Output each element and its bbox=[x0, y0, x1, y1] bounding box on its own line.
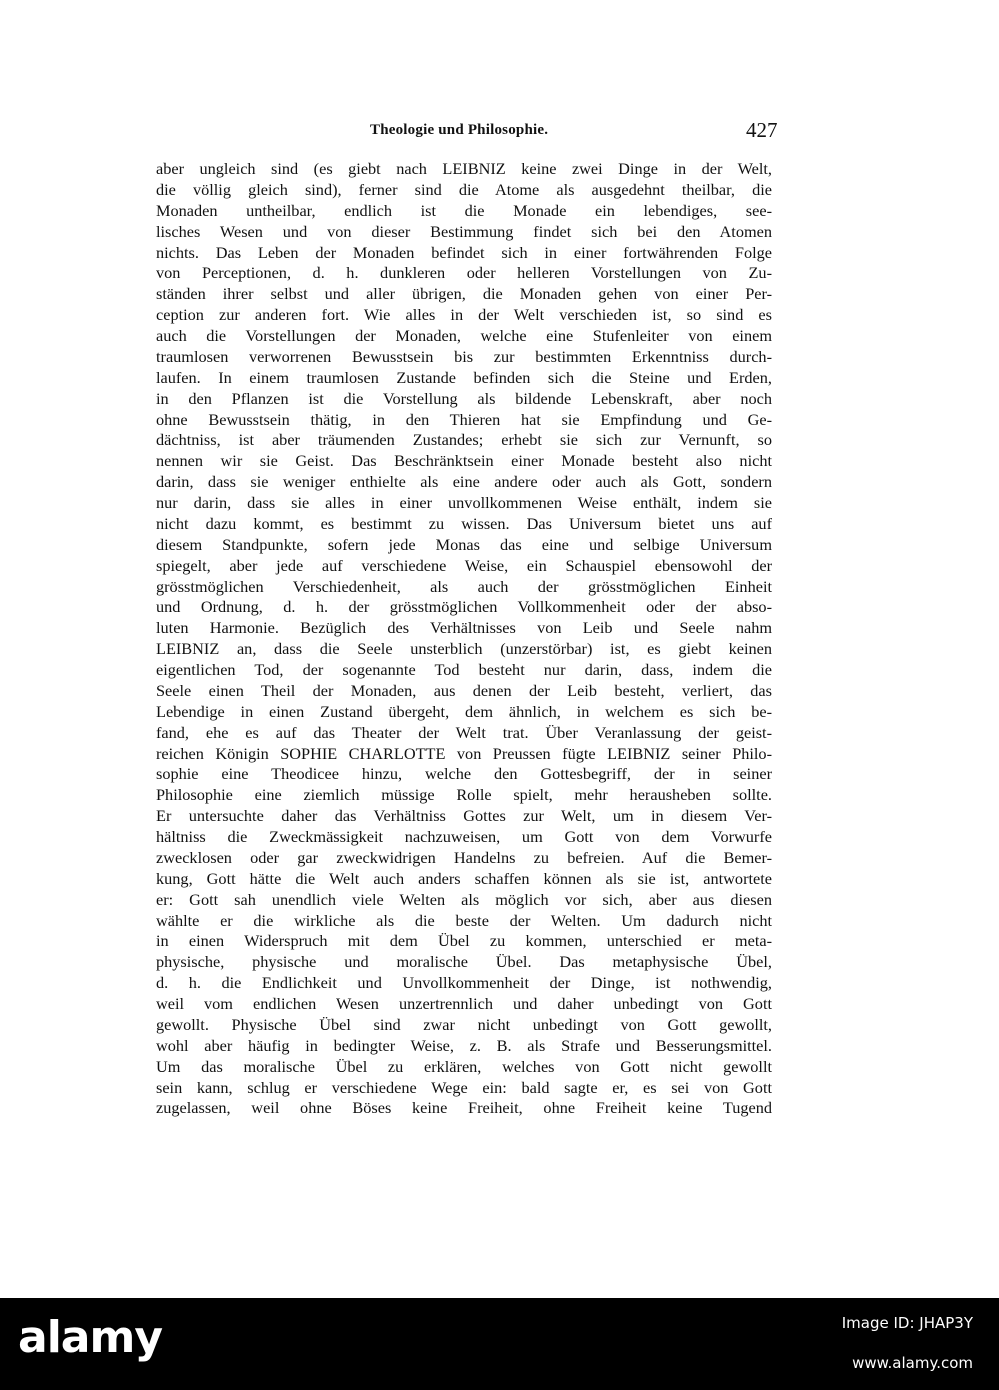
text-line: gewollt. Physische Übel sind zwar nicht unbedingt von Gott gewollt, bbox=[156, 1014, 772, 1034]
text-line: von Perceptionen, d. h. dunkleren oder helleren Vorstellungen von Zu- bbox=[156, 263, 772, 283]
text-line: nennen wir sie Geist. Das Beschränktsein einer Monade besteht also nicht bbox=[156, 451, 772, 471]
body-text bbox=[156, 159, 772, 1119]
text-line: wählte er die wirkliche als die beste der Welten. Um dadurch nicht bbox=[156, 910, 772, 930]
text-line: nur darin, dass sie alles in einer unvollkommenen Weise enthält, indem sie bbox=[156, 493, 772, 512]
text-line: eigentlichen Tod, der sogenannte Tod besteht nur darin, dass, indem die bbox=[156, 660, 772, 679]
text-line: fand, ehe es auf das Theater der Welt trat. Über Veranlassung der geist- bbox=[156, 722, 772, 742]
text-line: physische, physische und moralische Übel. Das metaphysische Übel, bbox=[156, 952, 772, 972]
text-line: laufen. In einem traumlosen Zustande befinden sich die Steine und Erden, bbox=[156, 367, 772, 387]
text-line: zugelassen, weil ohne Böses keine Freiheit, ohne Freiheit keine Tugend bbox=[156, 1098, 772, 1118]
text-line: Er untersuchte daher das Verhältniss Gottes zur Welt, um in diesem Ver- bbox=[156, 806, 772, 826]
image-id-label: Image ID: JHAP3Y bbox=[841, 1314, 973, 1332]
text-line: traumlosen verworrenen Bewusstsein bis zur bestimmten Erkenntniss durch- bbox=[156, 346, 772, 366]
text-line: d. h. die Endlichkeit und Unvollkommenheit der Dinge, ist nothwendig, bbox=[156, 973, 772, 993]
text-line: diesem Standpunkte, sofern jede Monas das eine und selbige Universum bbox=[156, 534, 772, 554]
text-line: sophie eine Theodicee hinzu, welche den Gottesbegriff, der in seiner bbox=[156, 764, 772, 784]
text-line: wohl aber häufig in bedingter Weise, z. B. als Strafe und Besserungsmittel. bbox=[156, 1035, 772, 1055]
text-line: luten Harmonie. Bezüglich des Verhältnisses von Leib und Seele nahm bbox=[156, 618, 772, 638]
text-line: in den Pflanzen ist die Vorstellung als bildende Lebenskraft, aber noch bbox=[156, 388, 772, 408]
page-number: 427 bbox=[746, 118, 778, 142]
text-line: Philosophie eine ziemlich müssige Rolle spielt, mehr herausheben sollte. bbox=[156, 785, 772, 805]
alamy-logo: alamy bbox=[18, 1312, 162, 1363]
text-line: grösstmöglichen Verschiedenheit, als auch der grösstmöglichen Einheit bbox=[156, 576, 772, 596]
text-line: ohne Bewusstsein thätig, in den Thieren hat sie Empfindung und Ge- bbox=[156, 409, 772, 429]
text-line: sein kann, schlug er verschiedene Wege ein: bald sagte er, es sei von Gott bbox=[156, 1077, 772, 1097]
text-line: und Ordnung, d. h. der grösstmöglichen Vollkommenheit oder der abso- bbox=[156, 597, 772, 617]
text-line: reichen Königin SOPHIE CHARLOTTE von Preussen fügte LEIBNIZ seiner Philo- bbox=[156, 743, 772, 763]
watermark-banner bbox=[0, 1298, 999, 1390]
text-line: die völlig gleich sind), ferner sind die Atome als ausgedehnt theilbar, die bbox=[156, 179, 772, 199]
text-line: ständen ihrer selbst und aller übrigen, die Monaden gehen von einer Per- bbox=[156, 284, 772, 304]
text-line: spiegelt, aber jede auf verschiedene Weise, ein Schauspiel ebensowohl der bbox=[156, 555, 772, 575]
text-line: Monaden untheilbar, endlich ist die Monade ein lebendiges, see- bbox=[156, 200, 772, 220]
text-line: dächtniss, ist aber träumenden Zustandes; erhebt sie sich zur Vernunft, so bbox=[156, 430, 772, 450]
text-line: lisches Wesen und von dieser Bestimmung findet sich bei den Atomen bbox=[156, 221, 772, 241]
text-line: ception zur anderen fort. Wie alles in der Welt verschieden ist, so sind es bbox=[156, 305, 772, 325]
text-line: darin, dass sie weniger enthielte als eine andere oder auch als Gott, sondern bbox=[156, 472, 772, 492]
text-line: aber ungleich sind (es giebt nach LEIBNIZ keine zwei Dinge in der Welt, bbox=[156, 159, 772, 178]
text-line: hältniss die Zweckmässigkeit nachzuweisen, um Gott von dem Vorwurfe bbox=[156, 827, 772, 846]
text-line: nicht dazu kommt, es bestimmt zu wissen. Das Universum bietet uns auf bbox=[156, 513, 772, 533]
text-line: zwecklosen oder gar zweckwidrigen Handelns zu befreien. Auf die Bemer- bbox=[156, 847, 772, 867]
text-line: nichts. Das Leben der Monaden befindet sich in einer fortwährenden Folge bbox=[156, 242, 772, 262]
text-line: LEIBNIZ an, dass die Seele unsterblich (unzerstörbar) ist, es giebt keinen bbox=[156, 639, 772, 659]
text-line: Lebendige in einen Zustand übergeht, dem ähnlich, in welchem es sich be- bbox=[156, 701, 772, 721]
text-line: Um das moralische Übel zu erklären, welches von Gott nicht gewollt bbox=[156, 1056, 772, 1076]
text-line: in einen Widerspruch mit dem Übel zu kommen, unterschied er meta- bbox=[156, 931, 772, 951]
text-line: Seele einen Theil der Monaden, aus denen der Leib besteht, verliert, das bbox=[156, 680, 772, 700]
site-url: www.alamy.com bbox=[852, 1354, 973, 1372]
running-title: Theologie und Philosophie. bbox=[370, 122, 549, 138]
text-line: auch die Vorstellungen der Monaden, welche eine Stufenleiter von einem bbox=[156, 326, 772, 345]
text-line: weil vom endlichen Wesen unzertrennlich und daher unbedingt von Gott bbox=[156, 994, 772, 1013]
text-line: kung, Gott hätte die Welt auch anders schaffen können als sie ist, antwortete bbox=[156, 868, 772, 888]
text-line: er: Gott sah unendlich viele Welten als möglich vor sich, aber aus diesen bbox=[156, 889, 772, 909]
